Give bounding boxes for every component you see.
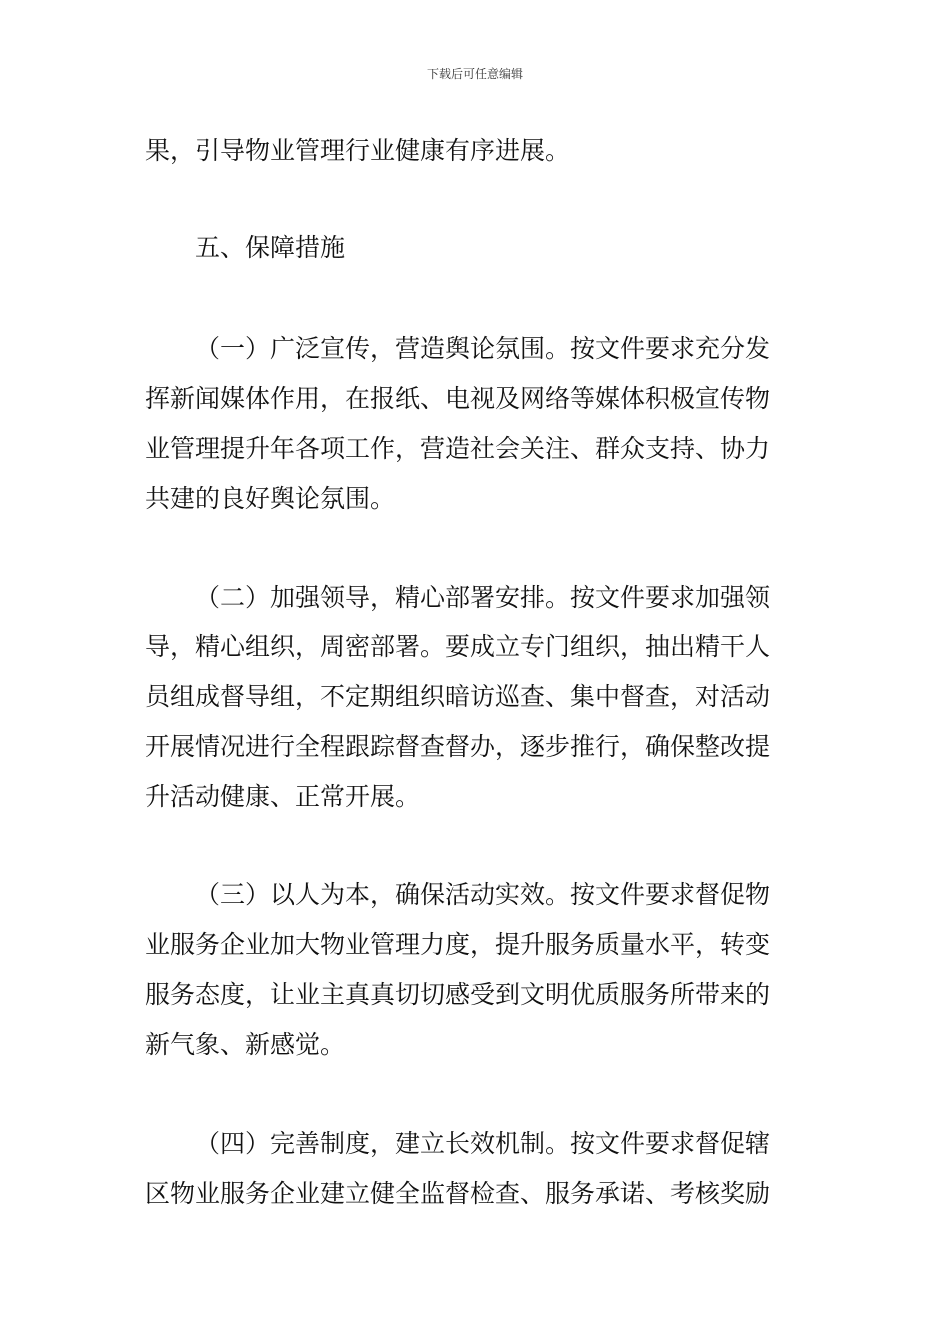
- paragraph-2-line: 开展情况进行全程跟踪督查督办，逐步推行，确保整改提: [145, 732, 771, 761]
- paragraph-4-line: 区物业服务企业建立健全监督检查、服务承诺、考核奖励: [145, 1179, 771, 1208]
- paragraph-1-line: 挥新闻媒体作用，在报纸、电视及网络等媒体积极宣传物: [145, 384, 771, 413]
- page-header: 下载后可任意编辑: [426, 67, 523, 81]
- paragraph-3-line: （三）以人为本，确保活动实效。按文件要求督促物: [195, 880, 771, 909]
- paragraph-3-line: 服务态度，让业主真真切切感受到文明优质服务所带来的: [145, 980, 771, 1009]
- paragraph-3-line: 新气象、新感觉。: [145, 1030, 346, 1059]
- paragraph-4-line: （四）完善制度，建立长效机制。按文件要求督促辖: [195, 1129, 771, 1158]
- paragraph-2-line: 员组成督导组，不定期组织暗访巡查、集中督查，对活动: [145, 682, 771, 711]
- paragraph-2-line: 导，精心组织，周密部署。要成立专门组织，抽出精干人: [145, 632, 771, 661]
- paragraph-1-line: 共建的良好舆论氛围。: [145, 484, 396, 513]
- paragraph-2-line: （二）加强领导，精心部署安排。按文件要求加强领: [195, 583, 771, 612]
- section-heading: 五、保障措施: [195, 233, 346, 262]
- paragraph-2-line: 升活动健康、正常开展。: [145, 782, 421, 811]
- body-line: 果，引导物业管理行业健康有序进展。: [145, 136, 571, 165]
- paragraph-1-line: （一）广泛宣传，营造舆论氛围。按文件要求充分发: [195, 334, 771, 363]
- paragraph-3-line: 业服务企业加大物业管理力度，提升服务质量水平，转变: [145, 930, 771, 959]
- paragraph-1-line: 业管理提升年各项工作，营造社会关注、群众支持、协力: [145, 434, 771, 463]
